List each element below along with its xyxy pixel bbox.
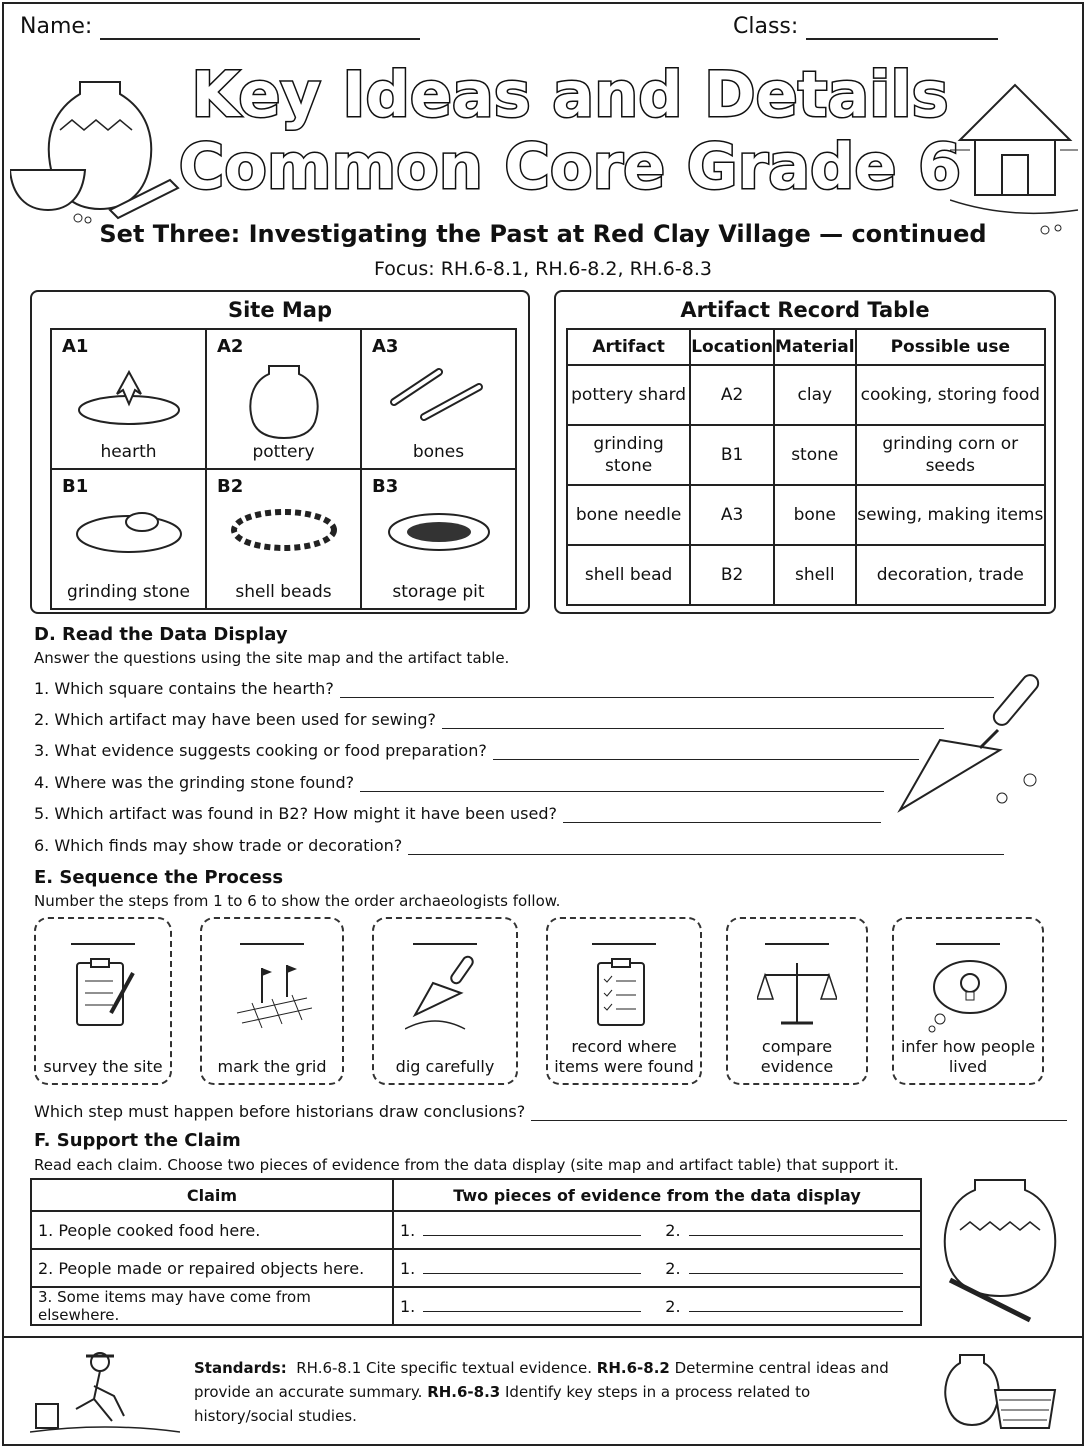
footer-divider [2, 1336, 1084, 1338]
question-2: 2. Which artifact may have been used for sewing? [34, 707, 944, 729]
hearth-icon [74, 362, 184, 432]
step-number-blank[interactable] [936, 943, 1000, 945]
question-3: 3. What evidence suggests cooking or food preparation? [34, 738, 919, 760]
thought-lightbulb-icon [928, 953, 1008, 1033]
evidence-line[interactable] [689, 1273, 903, 1274]
site-map-title: Site Map [227, 298, 332, 322]
table-header-row: Artifact Location Material Possible use [567, 329, 1045, 365]
site-map-panel [30, 290, 530, 614]
answer-line-2[interactable] [442, 715, 944, 729]
focus-standards: Focus: RH.6-8.1, RH.6-8.2, RH.6-8.3 [374, 258, 712, 280]
title-line-1: Key Ideas and Details [191, 58, 949, 131]
map-cell-a3: A3 bones [361, 329, 516, 469]
archaeologist-illustration-icon [30, 1346, 180, 1436]
evidence-cell: 1. 2. [393, 1287, 921, 1325]
section-e-instructions: Number the steps from 1 to 6 to show the order archaeologists follow. [34, 892, 561, 910]
step-card-survey: survey the site [34, 917, 172, 1085]
question-4: 4. Where was the grinding stone found? [34, 770, 884, 792]
pottery-illustration-icon [10, 70, 200, 230]
grinding-stone-icon [74, 502, 184, 562]
answer-line-5[interactable] [563, 809, 881, 823]
storage-pit-icon [384, 502, 494, 562]
step-number-blank[interactable] [240, 943, 304, 945]
question-5: 5. Which artifact was found in B2? How might it have been used? [34, 801, 881, 823]
trowel-illustration-icon [890, 660, 1060, 820]
map-cell-b2: B2 shell beads [206, 469, 361, 609]
question-1: 1. Which square contains the hearth? [34, 676, 994, 698]
map-cell-b1: B1 grinding stone [51, 469, 206, 609]
answer-line-3[interactable] [493, 746, 919, 760]
table-row: 1. People cooked food here. 1. 2. [31, 1211, 921, 1249]
shell-beads-icon [229, 502, 339, 562]
step-question: Which step must happen before historians draw conclusions? [34, 1099, 1067, 1121]
step-card-grid: mark the grid [200, 917, 344, 1085]
table-row: grinding stone B1 stone grinding corn or seeds [567, 425, 1045, 485]
clay-pot-illustration-icon [930, 1170, 1070, 1325]
name-field[interactable] [100, 14, 420, 40]
basket-pot-illustration-icon [935, 1350, 1070, 1435]
step-number-blank[interactable] [765, 943, 829, 945]
section-f-title: F. Support the Claim [34, 1130, 241, 1151]
step-card-compare: compare evidence [726, 917, 868, 1085]
checklist-icon [584, 953, 664, 1033]
class-label: Class: [733, 14, 799, 39]
artifact-table-title: Artifact Record Table [680, 298, 930, 322]
section-d-instructions: Answer the questions using the site map and the artifact table. [34, 649, 510, 667]
evidence-line[interactable] [423, 1311, 641, 1312]
trowel-icon [405, 953, 485, 1033]
evidence-line[interactable] [689, 1311, 903, 1312]
evidence-cell: 1. 2. [393, 1249, 921, 1287]
table-row: shell bead B2 shell decoration, trade [567, 545, 1045, 605]
step-number-blank[interactable] [592, 943, 656, 945]
class-field[interactable] [806, 14, 998, 40]
claim-table [30, 1178, 922, 1326]
step-number-blank[interactable] [71, 943, 135, 945]
evidence-line[interactable] [423, 1235, 641, 1236]
pottery-icon [229, 362, 339, 442]
site-map-grid [50, 328, 517, 610]
step-answer-line[interactable] [531, 1107, 1067, 1121]
set-subtitle: Set Three: Investigating the Past at Red Clay Village — continued [99, 220, 987, 248]
answer-line-6[interactable] [408, 841, 1004, 855]
hut-illustration-icon [950, 60, 1080, 240]
table-row: 3. Some items may have come from elsewhere. 1. 2. [31, 1287, 921, 1325]
bones-icon [384, 362, 494, 432]
step-card-dig: dig carefully [372, 917, 518, 1085]
section-e-title: E. Sequence the Process [34, 867, 284, 888]
artifact-table-panel [554, 290, 1056, 614]
table-row: 2. People made or repaired objects here. 1. 2. [31, 1249, 921, 1287]
evidence-line[interactable] [689, 1235, 903, 1236]
step-card-record: record where items were found [546, 917, 702, 1085]
standards-footer: Standards: RH.6-8.1 Cite specific textual evidence. RH.6-8.2 Determine central ideas and provide an accurate summary. RH.6-8.3 Identify key steps in a process related to history/social studies. [194, 1359, 889, 1425]
evidence-cell: 1. 2. [393, 1211, 921, 1249]
map-cell-a1: A1 hearth [51, 329, 206, 469]
table-header-row: Claim Two pieces of evidence from the data display [31, 1179, 921, 1211]
section-f-instructions: Read each claim. Choose two pieces of evidence from the data display (site map and artifact table) that support it. [34, 1156, 899, 1174]
worksheet-title [170, 48, 970, 208]
artifact-record-table [566, 328, 1046, 606]
map-cell-b3: B3 storage pit [361, 469, 516, 609]
grid-flags-icon [232, 953, 312, 1033]
answer-line-4[interactable] [360, 778, 884, 792]
step-card-infer: infer how people lived [892, 917, 1044, 1085]
section-d-title: D. Read the Data Display [34, 624, 288, 645]
table-row: pottery shard A2 clay cooking, storing food [567, 365, 1045, 425]
evidence-line[interactable] [423, 1273, 641, 1274]
map-cell-a2: A2 pottery [206, 329, 361, 469]
table-row: bone needle A3 bone sewing, making items [567, 485, 1045, 545]
step-number-blank[interactable] [413, 943, 477, 945]
title-line-2: Common Core Grade 6 [178, 130, 962, 203]
question-6: 6. Which finds may show trade or decoration? [34, 833, 1004, 855]
balance-scale-icon [757, 953, 837, 1033]
name-label: Name: [20, 14, 93, 39]
clipboard-pencil-icon [63, 953, 143, 1033]
